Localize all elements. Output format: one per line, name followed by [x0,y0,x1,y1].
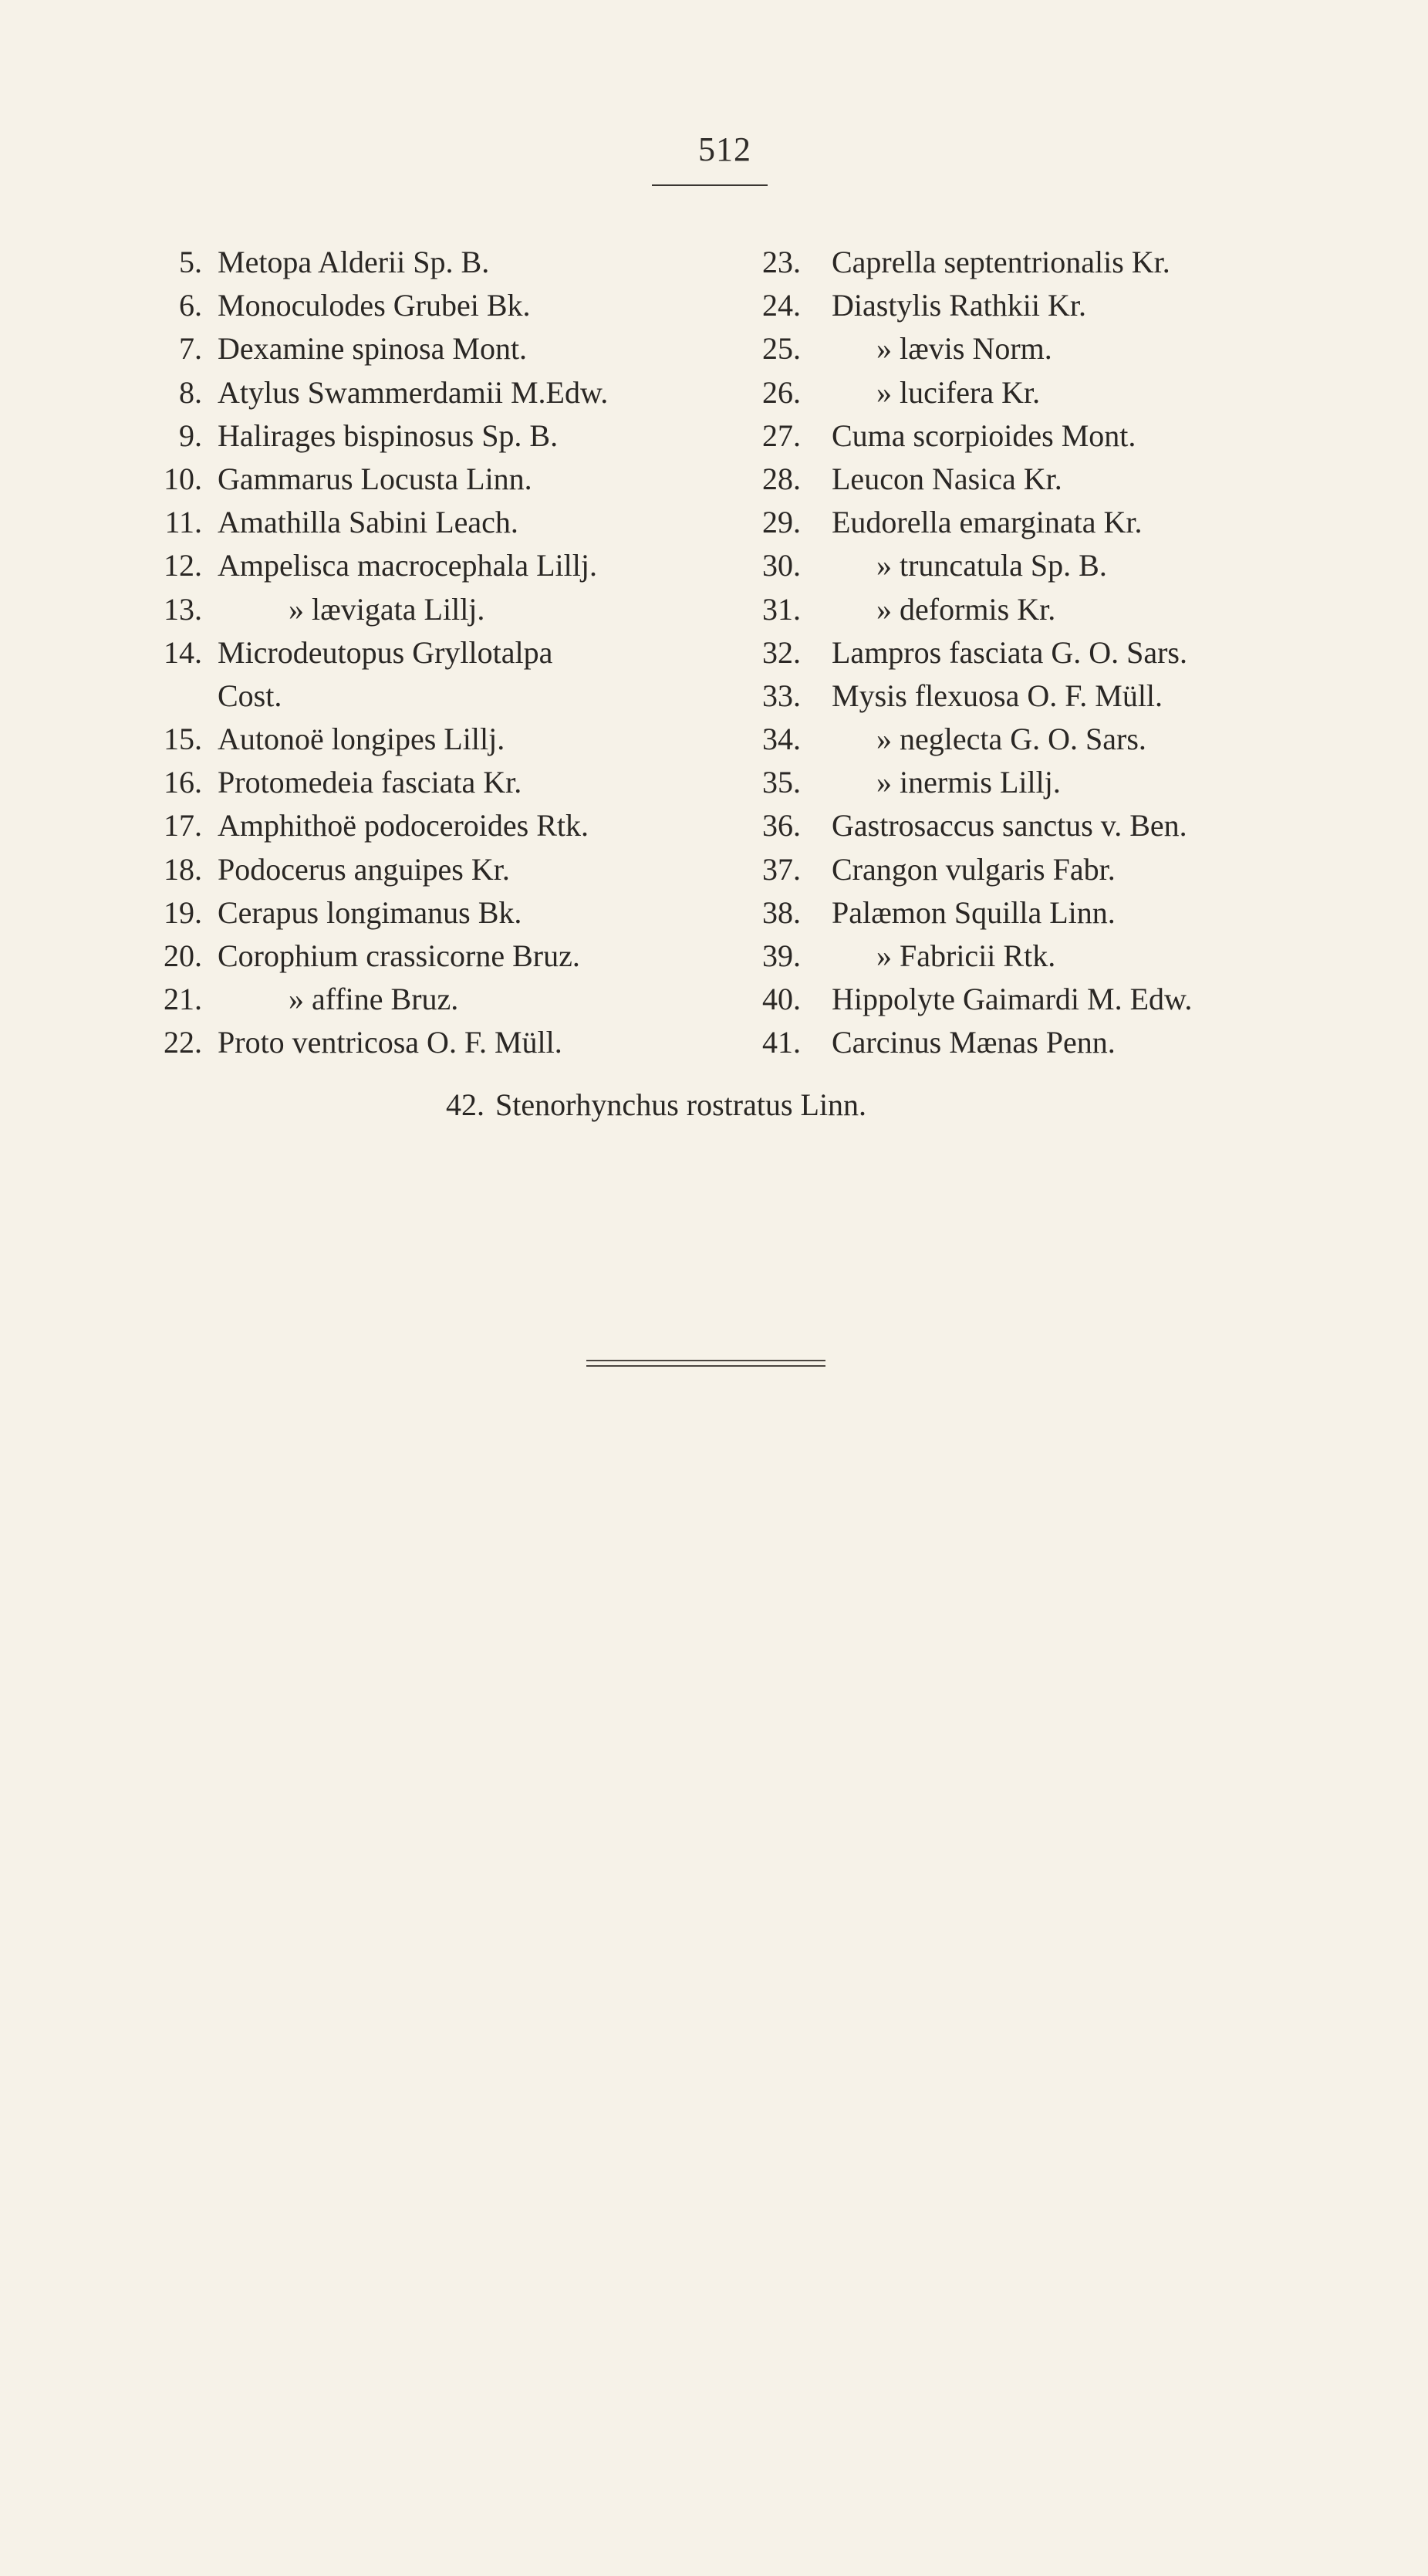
species-entry [747,718,1349,761]
species-entry [747,458,1349,501]
species-name: Leucon Nasica Kr. [832,461,1062,496]
species-entry-continuation [140,674,750,718]
entry-number: 24. [762,288,801,323]
species-name: Amathilla Sabini Leach. [218,505,518,540]
species-entry [140,371,750,414]
entry-number: 16. [164,765,202,800]
species-name: » Fabricii Rtk. [876,938,1056,973]
species-name: Hippolyte Gaimardi M. Edw. [832,982,1193,1017]
entry-number: 21. [164,982,202,1017]
species-name: Podocerus anguipes Kr. [218,851,510,887]
entry-number: 28. [762,461,801,496]
entry-number: 12. [164,548,202,583]
entry-number: 10. [164,461,202,496]
entry-number: 25. [762,331,801,367]
species-entry [140,935,750,978]
species-name: Caprella septentrionalis Kr. [832,245,1170,279]
entry-number: 13. [164,591,202,627]
species-entry [140,804,750,847]
species-entry [747,544,1349,587]
species-name: Autonoë longipes Lillj. [218,722,505,757]
entry-number: 35. [762,765,801,800]
species-name: Halirages bispinosus Sp. B. [218,418,559,453]
species-entry [747,935,1349,978]
species-entry [140,1021,750,1064]
species-entry [140,631,750,674]
species-entry [140,414,750,458]
species-entry [747,631,1349,674]
species-name: Gammarus Locusta Linn. [218,461,532,496]
species-name: Corophium crassicorne Bruz. [218,938,580,973]
entry-number: 7. [179,331,202,367]
species-list-left-column [140,241,750,1065]
species-name: Ampelisca macrocephala Lillj. [218,548,598,583]
species-name: Crangon vulgaris Fabr. [832,851,1116,887]
species-entry [140,978,750,1021]
species-entry [747,284,1349,327]
species-name: Proto ventricosa O. F. Müll. [218,1025,562,1060]
species-name: Mysis flexuosa O. F. Müll. [832,678,1163,713]
entry-number: 27. [762,418,801,453]
species-entry [747,848,1349,891]
entry-number: 20. [164,938,202,973]
section-divider-rule-bottom [586,1365,825,1367]
entry-number: 8. [179,374,202,410]
entry-number: 14. [164,634,202,670]
species-name: » affine Bruz. [289,982,459,1017]
entry-number: 31. [762,591,801,627]
entry-number: 29. [762,505,801,540]
species-entry [140,891,750,935]
species-entry [747,241,1349,284]
species-entry [140,501,750,544]
entry-number: 34. [762,722,801,757]
species-list-right-column [747,241,1349,1065]
species-entry [747,804,1349,847]
entry-number: 26. [762,374,801,410]
entry-number: 9. [179,418,202,453]
species-name: Microdeutopus Gryllotalpa [218,634,553,670]
entry-number: 15. [164,722,202,757]
species-entry [747,327,1349,370]
section-divider-rule-top [586,1360,825,1361]
species-name: Diastylis Rathkii Kr. [832,288,1086,323]
entry-number: 17. [164,808,202,843]
species-entry [747,371,1349,414]
entry-number: 5. [179,245,202,279]
species-name: » truncatula Sp. B. [876,548,1107,583]
species-name: Cerapus longimanus Bk. [218,894,522,930]
entry-number: 18. [164,851,202,887]
species-name: Eudorella emarginata Kr. [832,505,1143,540]
species-entry [140,327,750,370]
species-name: Carcinus Mænas Penn. [832,1025,1116,1060]
entry-number: 19. [164,894,202,930]
entry-number: 41. [762,1025,801,1060]
species-entry [140,718,750,761]
entry-number: 32. [762,634,801,670]
species-name: » lucifera Kr. [876,374,1041,410]
species-name: Palæmon Squilla Linn. [832,894,1116,930]
species-entry [747,588,1349,631]
species-name: » inermis Lillj. [876,765,1061,800]
species-name: » neglecta G. O. Sars. [876,722,1146,757]
species-entry [747,674,1349,718]
final-species-entry [446,1083,866,1127]
entry-number: 42. [446,1087,484,1122]
entry-number: 22. [164,1025,202,1060]
species-name: Cost. [218,678,282,713]
species-name: » lævigata Lillj. [289,591,485,627]
entry-number: 37. [762,851,801,887]
page-number: 512 [698,130,751,168]
species-name: Amphithoë podoceroides Rtk. [218,808,589,843]
species-entry [747,414,1349,458]
species-name: » lævis Norm. [876,331,1052,367]
species-name: Dexamine spinosa Mont. [218,331,528,367]
species-entry [140,848,750,891]
entry-number: 36. [762,808,801,843]
species-name: Protomedeia fasciata Kr. [218,765,522,800]
species-entry [747,1021,1349,1064]
species-entry [140,588,750,631]
species-entry [140,284,750,327]
species-entry [140,761,750,804]
species-entry [747,761,1349,804]
entry-number: 38. [762,894,801,930]
entry-number: 30. [762,548,801,583]
entry-number: 40. [762,982,801,1017]
species-entry [140,241,750,284]
species-name: Stenorhynchus rostratus Linn. [495,1087,867,1122]
species-name: » deformis Kr. [876,591,1056,627]
species-name: Monoculodes Grubei Bk. [218,288,531,323]
species-name: Gastrosaccus sanctus v. Ben. [832,808,1187,843]
species-name: Cuma scorpioides Mont. [832,418,1136,453]
species-name: Lampros fasciata G. O. Sars. [832,634,1187,670]
species-entry [747,978,1349,1021]
page-number-rule [652,184,768,186]
entry-number: 6. [179,288,202,323]
species-entry [747,501,1349,544]
species-name: Metopa Alderii Sp. B. [218,245,490,279]
species-entry [747,891,1349,935]
entry-number: 23. [762,245,801,279]
entry-number: 11. [164,505,202,540]
species-name: Atylus Swammerdamii M.Edw. [218,374,609,410]
entry-number: 33. [762,678,801,713]
species-entry [140,458,750,501]
entry-number: 39. [762,938,801,973]
species-entry [140,544,750,587]
